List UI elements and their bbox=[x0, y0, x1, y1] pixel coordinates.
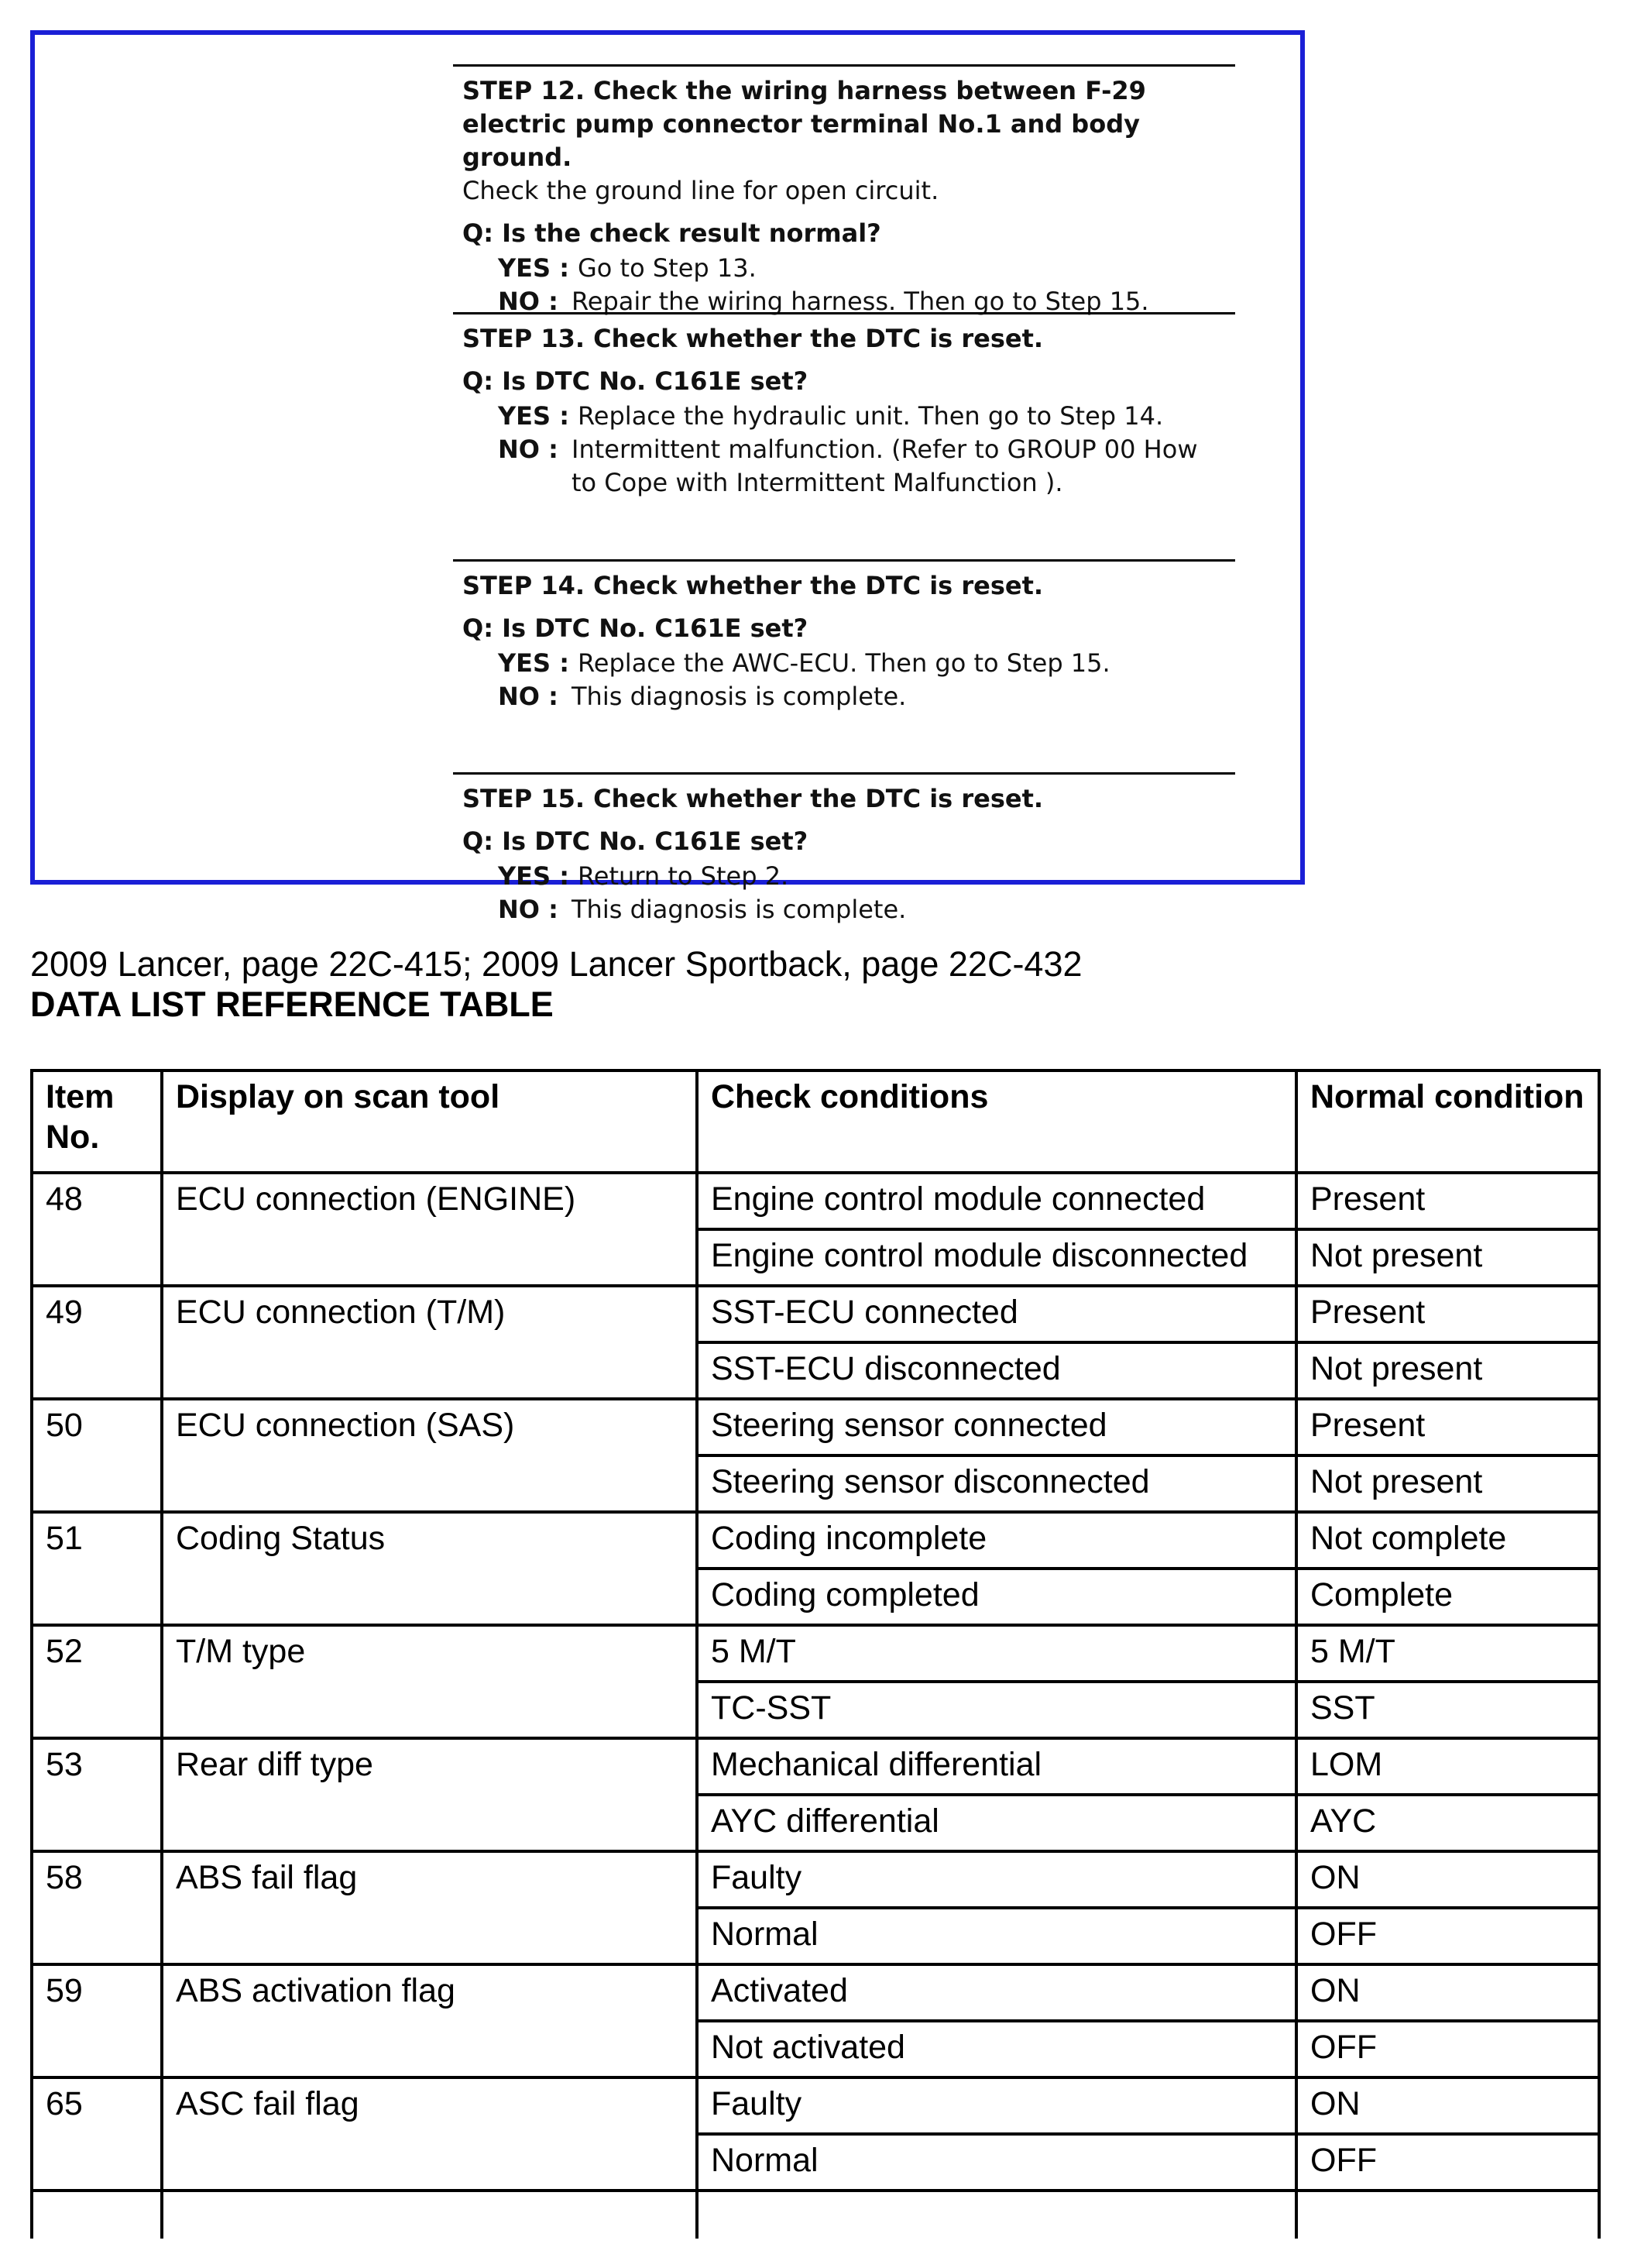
troubleshooting-steps-box bbox=[30, 30, 1305, 924]
yes-answer bbox=[462, 400, 1235, 433]
table-row bbox=[32, 2077, 1599, 2134]
check-condition: Normal bbox=[697, 1908, 1296, 1964]
normal-condition: Complete bbox=[1296, 1569, 1599, 1625]
check-condition: Faulty bbox=[697, 2077, 1296, 2134]
normal-condition: SST bbox=[1296, 1682, 1599, 1738]
item-number: 58 bbox=[32, 1851, 162, 1964]
check-condition: SST-ECU connected bbox=[697, 1286, 1296, 1342]
step-question: Q: Is DTC No. C161E set? bbox=[462, 613, 808, 643]
table-row bbox=[32, 1173, 1599, 1229]
check-condition: Engine control module disconnected bbox=[697, 1229, 1296, 1286]
step-title: STEP 14. Check whether the DTC is reset. bbox=[462, 571, 1044, 600]
no-text: Intermittent malfunction. (Refer to GROUP 00 How to Cope with Intermittent Malfunction ). bbox=[572, 435, 1198, 497]
yes-label: YES : bbox=[498, 861, 570, 891]
item-number: 65 bbox=[32, 2077, 162, 2191]
step-section bbox=[453, 64, 1235, 318]
no-label: NO : bbox=[498, 287, 558, 316]
no-label: NO : bbox=[498, 435, 558, 464]
table-header-row bbox=[32, 1070, 1599, 1173]
normal-condition: OFF bbox=[1296, 2134, 1599, 2191]
step-title: STEP 12. Check the wiring harness between F-29 electric pump connector terminal No.1 and body ground. bbox=[462, 76, 1146, 172]
empty-cell bbox=[1296, 2191, 1599, 2239]
check-condition: SST-ECU disconnected bbox=[697, 1342, 1296, 1399]
normal-condition: OFF bbox=[1296, 1908, 1599, 1964]
yes-label: YES : bbox=[498, 253, 570, 283]
data-list-reference-table bbox=[30, 1069, 1601, 2239]
check-condition: Steering sensor connected bbox=[697, 1399, 1296, 1455]
no-answer bbox=[462, 680, 1235, 713]
header-check-conditions: Check conditions bbox=[697, 1070, 1296, 1173]
header-normal-condition: Normal condition bbox=[1296, 1070, 1599, 1173]
normal-condition: ON bbox=[1296, 1851, 1599, 1908]
table-row-continued bbox=[32, 2191, 1599, 2239]
item-number: 52 bbox=[32, 1625, 162, 1738]
normal-condition: Present bbox=[1296, 1173, 1599, 1229]
normal-condition: Not present bbox=[1296, 1342, 1599, 1399]
yes-answer bbox=[462, 647, 1235, 680]
table-title: DATA LIST REFERENCE TABLE bbox=[30, 985, 554, 1024]
yes-label: YES : bbox=[498, 401, 570, 431]
check-condition: Faulty bbox=[697, 1851, 1296, 1908]
check-condition: Mechanical differential bbox=[697, 1738, 1296, 1795]
check-condition: Not activated bbox=[697, 2021, 1296, 2077]
item-number: 48 bbox=[32, 1173, 162, 1286]
check-condition: AYC differential bbox=[697, 1795, 1296, 1851]
check-condition: Coding completed bbox=[697, 1569, 1296, 1625]
table-body bbox=[32, 1173, 1599, 2239]
step-section bbox=[453, 312, 1235, 500]
no-label: NO : bbox=[498, 682, 558, 711]
scan-tool-display: T/M type bbox=[162, 1625, 697, 1738]
page-reference: 2009 Lancer, page 22C-415; 2009 Lancer Sportback, page 22C-432 bbox=[30, 944, 1083, 984]
no-label: NO : bbox=[498, 895, 558, 924]
empty-cell bbox=[162, 2191, 697, 2239]
normal-condition: ON bbox=[1296, 1964, 1599, 2021]
yes-answer bbox=[462, 860, 1235, 893]
normal-condition: LOM bbox=[1296, 1738, 1599, 1795]
item-number: 51 bbox=[32, 1512, 162, 1625]
table-row bbox=[32, 1851, 1599, 1908]
step-title: STEP 15. Check whether the DTC is reset. bbox=[462, 784, 1044, 813]
table-row bbox=[32, 1399, 1599, 1455]
yes-answer bbox=[462, 252, 1235, 285]
no-answer bbox=[462, 893, 1235, 926]
check-condition: Coding incomplete bbox=[697, 1512, 1296, 1569]
no-text: This diagnosis is complete. bbox=[572, 895, 907, 924]
yes-text: Return to Step 2. bbox=[578, 861, 789, 891]
normal-condition: Not present bbox=[1296, 1229, 1599, 1286]
scan-tool-display: ECU connection (ENGINE) bbox=[162, 1173, 697, 1286]
step-section bbox=[453, 559, 1235, 713]
item-number: 53 bbox=[32, 1738, 162, 1851]
step-question: Q: Is DTC No. C161E set? bbox=[462, 366, 808, 396]
yes-text: Replace the AWC-ECU. Then go to Step 15. bbox=[578, 648, 1110, 678]
yes-label: YES : bbox=[498, 648, 570, 678]
step-section bbox=[453, 772, 1235, 926]
yes-text: Replace the hydraulic unit. Then go to Step 14. bbox=[578, 401, 1164, 431]
check-condition: Normal bbox=[697, 2134, 1296, 2191]
normal-condition: 5 M/T bbox=[1296, 1625, 1599, 1682]
normal-condition: Not complete bbox=[1296, 1512, 1599, 1569]
check-condition: Engine control module connected bbox=[697, 1173, 1296, 1229]
check-condition: TC-SST bbox=[697, 1682, 1296, 1738]
no-text: Repair the wiring harness. Then go to Step 15. bbox=[572, 287, 1149, 316]
check-condition: Steering sensor disconnected bbox=[697, 1455, 1296, 1512]
header-display: Display on scan tool bbox=[162, 1070, 697, 1173]
step-description: Check the ground line for open circuit. bbox=[462, 176, 939, 205]
normal-condition: Present bbox=[1296, 1286, 1599, 1342]
normal-condition: OFF bbox=[1296, 2021, 1599, 2077]
table-row bbox=[32, 1512, 1599, 1569]
scan-tool-display: ABS activation flag bbox=[162, 1964, 697, 2077]
empty-cell bbox=[32, 2191, 162, 2239]
step-title: STEP 13. Check whether the DTC is reset. bbox=[462, 324, 1044, 353]
scan-tool-display: ECU connection (T/M) bbox=[162, 1286, 697, 1399]
normal-condition: AYC bbox=[1296, 1795, 1599, 1851]
table-row bbox=[32, 1625, 1599, 1682]
scan-tool-display: ABS fail flag bbox=[162, 1851, 697, 1964]
header-item-no: Item No. bbox=[32, 1070, 162, 1173]
empty-cell bbox=[697, 2191, 1296, 2239]
table-row bbox=[32, 1286, 1599, 1342]
normal-condition: Not present bbox=[1296, 1455, 1599, 1512]
scan-tool-display: Coding Status bbox=[162, 1512, 697, 1625]
check-condition: Activated bbox=[697, 1964, 1296, 2021]
scan-tool-display: ASC fail flag bbox=[162, 2077, 697, 2191]
table-row bbox=[32, 1738, 1599, 1795]
item-number: 59 bbox=[32, 1964, 162, 2077]
no-text: This diagnosis is complete. bbox=[572, 682, 907, 711]
scan-tool-display: Rear diff type bbox=[162, 1738, 697, 1851]
scan-tool-display: ECU connection (SAS) bbox=[162, 1399, 697, 1512]
item-number: 50 bbox=[32, 1399, 162, 1512]
yes-text: Go to Step 13. bbox=[578, 253, 757, 283]
no-answer bbox=[462, 433, 1235, 500]
normal-condition: Present bbox=[1296, 1399, 1599, 1455]
check-condition: 5 M/T bbox=[697, 1625, 1296, 1682]
step-question: Q: Is the check result normal? bbox=[462, 218, 881, 248]
step-question: Q: Is DTC No. C161E set? bbox=[462, 826, 808, 856]
item-number: 49 bbox=[32, 1286, 162, 1399]
table-row bbox=[32, 1964, 1599, 2021]
normal-condition: ON bbox=[1296, 2077, 1599, 2134]
